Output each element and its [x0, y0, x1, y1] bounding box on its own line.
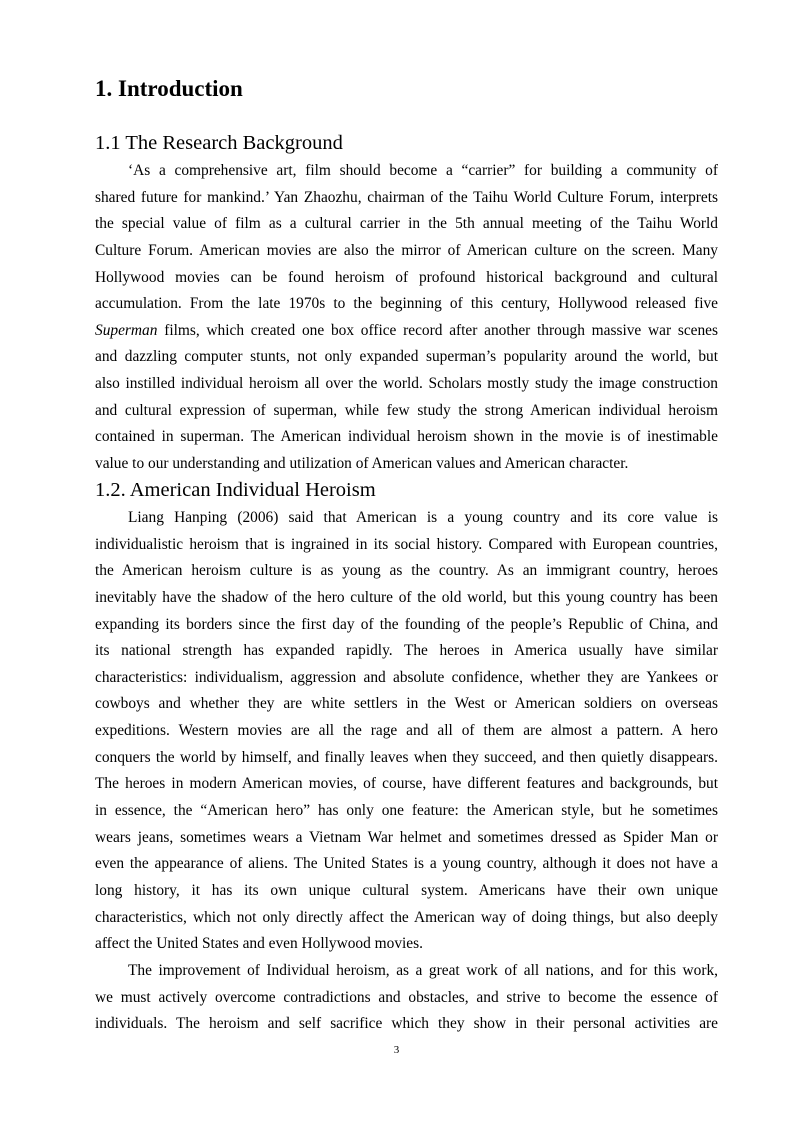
- text-line: Liang Hanping (2006) said that American is a young country and its core value is: [128, 509, 718, 526]
- text-line: wears jeans, sometimes wears a Vietnam War helmet and sometimes dressed as Spider Man or: [95, 828, 718, 846]
- text-line: ‘As a comprehensive art, film should become a “carrier” for building a community of: [128, 162, 718, 179]
- text-line: Culture Forum. American movies are also the mirror of American culture on the screen. Many: [95, 241, 718, 259]
- text-line: individualistic heroism that is ingrained in its social history. Compared with European countries,: [95, 535, 718, 553]
- text-line: conquers the world by himself, and finally leaves when they succeed, and then quietly disappears.: [95, 748, 718, 766]
- text-line: value to our understanding and utilization of American values and American character.: [95, 455, 629, 473]
- page-number: 3: [393, 1044, 400, 1056]
- section-title-research-background: 1.1 The Research Background: [95, 132, 343, 154]
- text-line: inevitably have the shadow of the hero culture of the old world, but this young country has been: [95, 588, 718, 606]
- section-title-individual-heroism: 1.2. American Individual Heroism: [95, 479, 376, 501]
- text-line: individuals. The heroism and self sacrifice which they show in their personal activities are: [95, 1015, 718, 1033]
- text-line-rest: films, which created one box office record after another through massive war scenes: [164, 321, 718, 339]
- paragraph-individual-heroism-2: [95, 958, 718, 1038]
- paragraph-research-background: [95, 158, 718, 478]
- text-line: expeditions. Western movies are all the rage and all of them are almost a pattern. A hero: [95, 722, 718, 740]
- text-line: in essence, the “American hero” has only one feature: the American style, but he sometimes: [95, 802, 718, 820]
- text-line: characteristics, which not only directly affect the American way of doing things, but also deeply: [95, 908, 718, 926]
- text-line: expanding its borders since the first day of the founding of the people’s Republic of China, and: [95, 615, 718, 633]
- text-line: even the appearance of aliens. The United States is a young country, although it does not have a: [95, 855, 718, 873]
- text-line: also instilled individual heroism all over the world. Scholars mostly study the image construction: [95, 375, 718, 393]
- italic-title-superman: Superman: [95, 321, 158, 339]
- text-line: shared future for mankind.’ Yan Zhaozhu, chairman of the Taihu World Culture Forum, interprets: [95, 188, 718, 206]
- text-line: the American heroism culture is as young as the country. As an immigrant country, heroes: [95, 562, 718, 580]
- text-line: The improvement of Individual heroism, as a great work of all nations, and for this work,: [128, 962, 718, 979]
- text-line: the special value of film as a cultural carrier in the 5th annual meeting of the Taihu World: [95, 215, 718, 233]
- text-line: we must actively overcome contradictions and obstacles, and strive to become the essence of: [95, 988, 718, 1006]
- paragraph-individual-heroism-1: [95, 505, 718, 958]
- text-line: Hollywood movies can be found heroism of profound historical background and cultural: [95, 268, 718, 286]
- chapter-heading: 1. Introduction: [95, 76, 243, 101]
- text-line-with-italic: [95, 318, 718, 345]
- text-line: accumulation. From the late 1970s to the beginning of this century, Hollywood released five: [95, 295, 718, 313]
- text-line: affect the United States and even Hollywood movies.: [95, 935, 423, 953]
- text-line: and dazzling computer stunts, not only expanded superman’s popularity around the world, but: [95, 348, 718, 366]
- text-line: cowboys and whether they are white settlers in the West or American soldiers on overseas: [95, 695, 718, 713]
- text-line: its national strength has expanded rapidly. The heroes in America usually have similar: [95, 642, 718, 660]
- text-line: contained in superman. The American individual heroism shown in the movie is of inestimable: [95, 428, 718, 446]
- text-line: and cultural expression of superman, while few study the strong American individual heroism: [95, 401, 718, 419]
- text-line: The heroes in modern American movies, of course, have different features and backgrounds, but: [95, 775, 718, 793]
- text-line: characteristics: individualism, aggression and absolute confidence, whether they are Yankees or: [95, 668, 718, 686]
- text-line: long history, it has its own unique cultural system. Americans have their own unique: [95, 881, 718, 899]
